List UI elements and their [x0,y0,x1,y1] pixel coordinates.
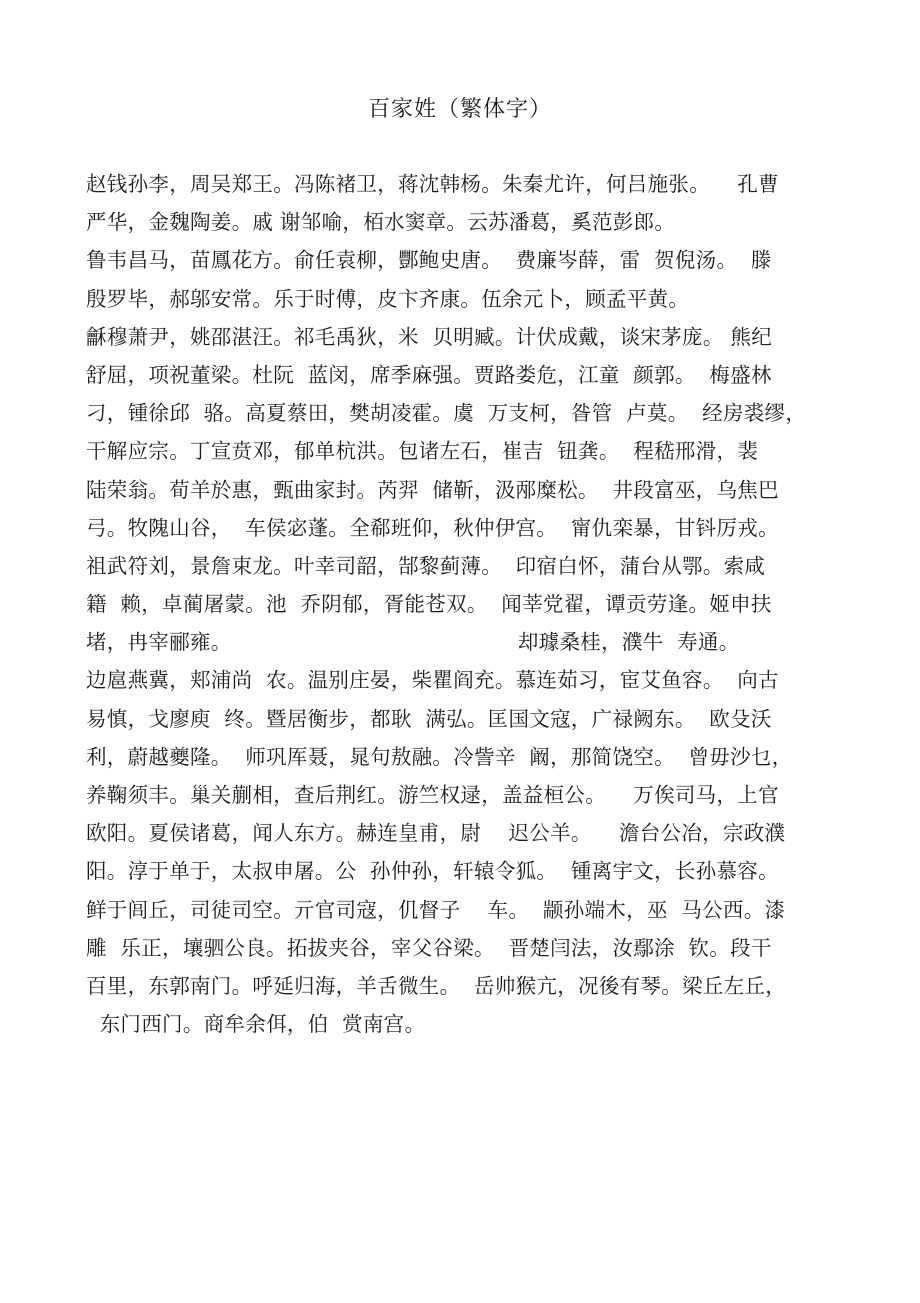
document-body [86,165,846,1043]
text-line: 阳。淳于单于，太叔申屠。公 孙仲孙，轩辕令狐。 锺离宇文，长孙慕容。 [86,859,779,884]
text-line: 堵，冉宰郦雍。 却璩桑桂，濮牛 寿通。 [86,630,740,655]
text-line: 东门西门。商牟余佴，伯 赏南宫。 [86,1012,426,1037]
text-line: 籍 赖，卓蔺屠蒙。池 乔阴郁，胥能苍双。 闻莘党翟，谭贡劳逢。姬申扶 [86,592,772,617]
text-line: 龢穆萧尹，姚邵湛汪。祁毛禹狄，米 贝明臧。计伏成戴，谈宋茅庞。 熊纪 [86,324,773,349]
text-line: 殷罗毕，郝邬安常。乐于时傅，皮卞齐康。伍余元卜，顾孟平黄。 [86,286,690,311]
text-line: 鲜于闾丘，司徒司空。亓官司寇，仉督子 车。 颛孙端木，巫 马公西。漆 [86,897,786,922]
text-line: 百里，东郭南门。呼延归海，羊舌微生。 岳帅猴亢，况後有琴。梁丘左丘， [86,973,787,998]
text-line: 赵钱孙李，周吴郑王。冯陈褚卫，蒋沈韩杨。朱秦尤许，何吕施张。 孔曹 [86,172,779,196]
text-line: 易慎，戈廖庾 终。暨居衡步，都耿 满弘。匡国文寇，广禄阙东。 欧殳沃 [86,706,772,731]
text-line: 严华，金魏陶姜。戚 谢邹喻，栢水窦章。云苏潘葛，奚范彭郎。 [86,210,676,235]
text-line: 雕 乐正，壤驷公良。拓拔夹谷，宰父谷梁。 晋楚闫法，汝鄢涂 钦。段干 [86,935,772,960]
text-line: 祖武符刘，景詹束龙。叶幸司韶，郜黎蓟薄。 印宿白怀，蒲台从鄂。索咸 [86,553,766,578]
text-line: 陆荣翁。荀羊於惠，甄曲家封。芮羿 储靳，汲邴糜松。 井段富巫，乌焦巴 [86,477,779,502]
text-line: 干解应宗。丁宣贲邓，郁单杭洪。包诸左石，崔吉 钮龚。 程嵇邢滑，裴 [86,439,759,464]
text-line: 利，蔚越夔隆。 师巩厍聂，晁句敖融。冷訾辛 阚，那简饶空。 曾毋沙乜， [86,744,793,769]
text-line: 弓。牧隗山谷， 车侯宓蓬。全郗班仰，秋仲伊宫。 甯仇栾暴，甘钭厉戎。 [86,515,779,540]
text-line: 欧阳。夏侯诸葛，闻人东方。赫连皇甫，尉 迟公羊。 澹台公冶，宗政濮 [86,821,786,846]
text-line: 养鞠须丰。巢关蒯相，查后荆红。游竺权逯，盖益桓公。 万俟司马，上官 [86,783,779,807]
text-line: 鲁韦昌马，苗鳳花方。俞任袁柳，酆鲍史唐。 费廉岑薛，雷 贺倪汤。 滕 [86,248,772,273]
text-line: 边扈燕冀，郏浦尚 农。温别庄晏，柴瞿阎充。慕连茹习，宦艾鱼容。 向古 [86,668,779,693]
text-line: 舒屈，项祝董梁。杜阮 蓝闵，席季麻强。贾路娄危，江童 颜郭。 梅盛林 [86,362,772,387]
document-title: 百家姓（繁体字） [367,97,552,122]
text-line: 刁，锺徐邱 骆。高夏蔡田，樊胡凌霍。虞 万支柯，昝管 卢莫。 经房裘缪， [86,401,807,426]
